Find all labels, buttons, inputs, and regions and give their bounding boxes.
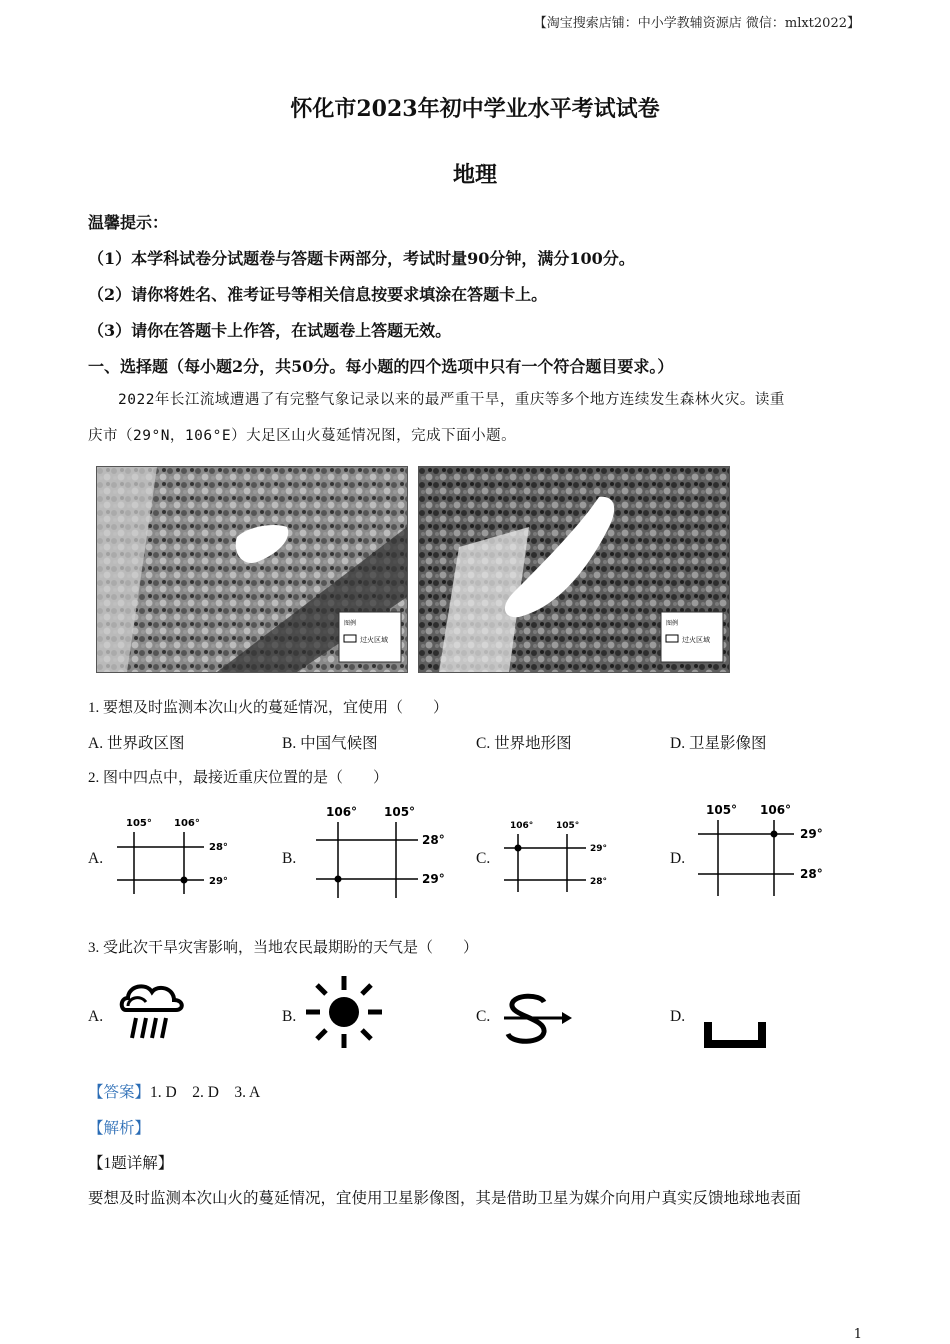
q2-option-a-letter[interactable]: A.	[88, 850, 104, 867]
grid-label: 106°	[174, 818, 200, 829]
passage-line: 2022年长江流域遭遇了有完整气象记录以来的最严重干旱，重庆等多个地方连续发生森林火灾。读重	[118, 392, 785, 408]
q3-option-c-letter[interactable]: C.	[476, 1008, 491, 1025]
grid-label: 28°	[800, 867, 823, 881]
q3-option-b-letter[interactable]: B.	[282, 1008, 297, 1025]
passage-line: 庆市（29°N，106°E）大足区山火蔓延情况图，完成下面小题。	[88, 428, 517, 444]
answer-value: 1. D 2. D 3. A	[150, 1084, 261, 1101]
q2-grid-c[interactable]	[500, 816, 630, 896]
question-2-stem: 2. 图中四点中，最接近重庆位置的是（ ）	[88, 770, 389, 786]
q2-option-c-letter[interactable]: C.	[476, 850, 491, 867]
grid-label: 105°	[126, 818, 152, 829]
q2-grid-b[interactable]	[306, 802, 456, 902]
q1-option-b[interactable]: B. 中国气候图	[282, 735, 378, 752]
answer-line	[88, 1080, 260, 1102]
grid-label: 29°	[590, 844, 608, 854]
grid-label: 28°	[590, 877, 608, 887]
grid-label: 105°	[556, 821, 580, 831]
subject-title: 地理	[452, 162, 497, 188]
legend-label: 过火区域	[682, 636, 710, 644]
tip-item: （3）请你在答题卡上作答，在试题卷上答题无效。	[88, 321, 452, 340]
grid-label: 28°	[422, 833, 445, 847]
grid-label: 29°	[209, 876, 228, 887]
page-title: 怀化市2023年初中学业水平考试试卷	[290, 96, 660, 122]
grid-point	[771, 831, 778, 838]
page-number: 1	[853, 1327, 862, 1342]
passage	[88, 382, 863, 454]
grid-point	[181, 877, 188, 884]
satellite-map-after	[418, 466, 730, 673]
legend-title: 图例	[344, 620, 357, 627]
grid-label: 29°	[800, 827, 823, 841]
grid-label: 106°	[326, 805, 358, 819]
header-note: 【淘宝搜索店铺：中小学教辅资源店 微信：mlxt2022】	[533, 16, 860, 31]
grid-label: 106°	[510, 821, 534, 831]
tips-heading: 温馨提示：	[88, 213, 169, 232]
answer-label: 【答案】	[88, 1084, 151, 1101]
grid-point	[335, 876, 342, 883]
tip-item: （1）本学科试卷分试题卷与答题卡两部分，考试时量90分钟，满分100分。	[88, 249, 635, 268]
grid-label: 105°	[384, 805, 416, 819]
question-1-stem: 1. 要想及时监测本次山火的蔓延情况，宜使用（ ）	[88, 700, 449, 716]
q1-option-a[interactable]: A. 世界政区图	[88, 735, 185, 752]
satellite-map-before	[96, 466, 408, 673]
sun-icon[interactable]	[304, 974, 384, 1054]
detail-label: 【1题详解】	[88, 1155, 174, 1172]
grid-label: 28°	[209, 842, 228, 853]
grid-point	[515, 845, 522, 852]
grid-label: 105°	[706, 803, 738, 817]
detail-text: 要想及时监测本次山火的蔓延情况，宜使用卫星影像图，其是借助卫星为媒介向用户真实反馈地球地表面	[88, 1190, 802, 1207]
question-3-stem: 3. 受此次干旱灾害影响，当地农民最期盼的天气是（ ）	[88, 940, 479, 956]
sandstorm-icon[interactable]	[500, 990, 575, 1050]
rain-cloud-icon[interactable]	[118, 976, 188, 1046]
tip-item: （2）请你将姓名、准考证号等相关信息按要求填涂在答题卡上。	[88, 285, 548, 304]
grid-label: 29°	[422, 872, 445, 886]
q2-option-b-letter[interactable]: B.	[282, 850, 297, 867]
grid-label: 106°	[760, 803, 792, 817]
frost-icon[interactable]	[700, 1018, 772, 1052]
q2-grid-a[interactable]	[112, 812, 242, 897]
legend-label: 过火区域	[360, 636, 388, 644]
legend-title: 图例	[666, 620, 679, 627]
section-heading: 一、选择题（每小题2分，共50分。每小题的四个选项中只有一个符合题目要求。）	[88, 357, 674, 376]
q1-option-d[interactable]: D. 卫星影像图	[670, 735, 767, 752]
q3-option-d-letter[interactable]: D.	[670, 1008, 686, 1025]
q2-grid-d[interactable]	[694, 800, 844, 900]
q3-option-a-letter[interactable]: A.	[88, 1008, 104, 1025]
q2-option-d-letter[interactable]: D.	[670, 850, 686, 867]
analysis-label: 【解析】	[88, 1120, 151, 1137]
q1-option-c[interactable]: C. 世界地形图	[476, 735, 572, 752]
